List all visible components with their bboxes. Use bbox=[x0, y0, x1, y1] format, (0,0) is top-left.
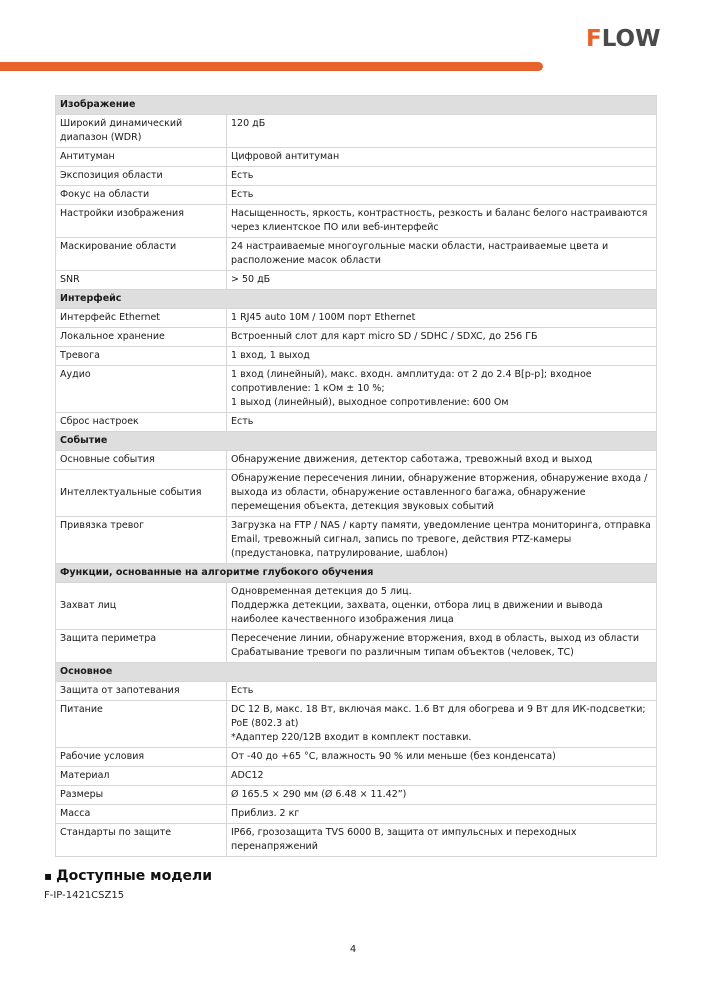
spec-value: Пересечение линии, обнаружение вторжения, вход в область, выход из области Срабатывание тревоги по различным типам объектов (человек, ТС) bbox=[227, 630, 657, 663]
spec-label: Размеры bbox=[56, 786, 227, 805]
spec-row bbox=[56, 682, 657, 701]
spec-label: Аудио bbox=[56, 366, 227, 413]
spec-label: Тревога bbox=[56, 347, 227, 366]
spec-value: IP66, грозозащита TVS 6000 В, защита от импульсных и переходных перенапряжений bbox=[227, 824, 657, 857]
spec-row bbox=[56, 786, 657, 805]
section-title: Основное bbox=[56, 663, 657, 682]
spec-label: Захват лиц bbox=[56, 583, 227, 630]
spec-value: DC 12 В, макс. 18 Вт, включая макс. 1.6 Вт для обогрева и 9 Вт для ИК-подсветки; PoE (802.3 at) *Адаптер 220/12В входит в комплект поставки. bbox=[227, 701, 657, 748]
spec-row bbox=[56, 328, 657, 347]
spec-label: Защита от запотевания bbox=[56, 682, 227, 701]
spec-label: Защита периметра bbox=[56, 630, 227, 663]
spec-label: Основные события bbox=[56, 451, 227, 470]
spec-row bbox=[56, 309, 657, 328]
spec-value: Есть bbox=[227, 413, 657, 432]
spec-row bbox=[56, 470, 657, 517]
spec-value: Цифровой антитуман bbox=[227, 148, 657, 167]
section-header bbox=[56, 564, 657, 583]
spec-value: ADC12 bbox=[227, 767, 657, 786]
spec-row bbox=[56, 366, 657, 413]
spec-row bbox=[56, 205, 657, 238]
spec-value: 120 дБ bbox=[227, 115, 657, 148]
spec-row bbox=[56, 115, 657, 148]
spec-value: Насыщенность, яркость, контрастность, резкость и баланс белого настраиваются через клиентское ПО или веб-интерфейс bbox=[227, 205, 657, 238]
section-header bbox=[56, 96, 657, 115]
spec-label: Материал bbox=[56, 767, 227, 786]
page-number: 4 bbox=[349, 944, 357, 955]
spec-value: Обнаружение пересечения линии, обнаружение вторжения, обнаружение входа / выхода из области, обнаружение оставленного багажа, обнаружение перемещения объекта, детекция звуковых событий bbox=[227, 470, 657, 517]
spec-value: Есть bbox=[227, 682, 657, 701]
spec-value: Встроенный слот для карт micro SD / SDHC / SDXC, до 256 ГБ bbox=[227, 328, 657, 347]
spec-label: Маскирование области bbox=[56, 238, 227, 271]
spec-row bbox=[56, 347, 657, 366]
spec-label: Локальное хранение bbox=[56, 328, 227, 347]
brand-logo bbox=[586, 26, 660, 52]
section-header bbox=[56, 290, 657, 309]
spec-row bbox=[56, 701, 657, 748]
spec-row bbox=[56, 413, 657, 432]
spec-label: SNR bbox=[56, 271, 227, 290]
spec-label: Сброс настроек bbox=[56, 413, 227, 432]
spec-row bbox=[56, 583, 657, 630]
spec-row bbox=[56, 805, 657, 824]
spec-row bbox=[56, 748, 657, 767]
spec-row bbox=[56, 451, 657, 470]
section-title: Изображение bbox=[56, 96, 657, 115]
spec-value: 1 вход (линейный), макс. входн. амплитуда: от 2 до 2.4 В[p-p]; входное сопротивление: 1 кОм ± 10 %; 1 выход (линейный), выходное сопротивление: 600 Ом bbox=[227, 366, 657, 413]
header-accent-bar bbox=[0, 62, 543, 71]
spec-value: Есть bbox=[227, 186, 657, 205]
spec-row bbox=[56, 148, 657, 167]
spec-label: Привязка тревог bbox=[56, 517, 227, 564]
spec-label: Рабочие условия bbox=[56, 748, 227, 767]
spec-label: Интеллектуальные события bbox=[56, 470, 227, 517]
available-models-heading bbox=[44, 868, 212, 884]
spec-row bbox=[56, 238, 657, 271]
model-name: F-IP-1421CSZ15 bbox=[44, 890, 125, 901]
spec-value: Ø 165.5 × 290 мм (Ø 6.48 × 11.42”) bbox=[227, 786, 657, 805]
spec-row bbox=[56, 186, 657, 205]
logo-f: F bbox=[586, 26, 602, 52]
spec-value: Приблиз. 2 кг bbox=[227, 805, 657, 824]
spec-label: Настройки изображения bbox=[56, 205, 227, 238]
spec-row bbox=[56, 271, 657, 290]
spec-label: Питание bbox=[56, 701, 227, 748]
bullet-icon: ▪ bbox=[44, 869, 53, 883]
spec-row bbox=[56, 167, 657, 186]
spec-label: Широкий динамический диапазон (WDR) bbox=[56, 115, 227, 148]
spec-value: > 50 дБ bbox=[227, 271, 657, 290]
spec-label: Фокус на области bbox=[56, 186, 227, 205]
section-title: Интерфейс bbox=[56, 290, 657, 309]
logo-rest: LOW bbox=[601, 26, 661, 52]
spec-row bbox=[56, 824, 657, 857]
spec-label: Экспозиция области bbox=[56, 167, 227, 186]
spec-value: От -40 до +65 °C, влажность 90 % или меньше (без конденсата) bbox=[227, 748, 657, 767]
spec-value: 24 настраиваемые многоугольные маски области, настраиваемые цвета и расположение масок области bbox=[227, 238, 657, 271]
spec-row bbox=[56, 767, 657, 786]
spec-value: Есть bbox=[227, 167, 657, 186]
spec-table bbox=[55, 95, 657, 857]
spec-row bbox=[56, 517, 657, 564]
spec-label: Интерфейс Ethernet bbox=[56, 309, 227, 328]
spec-label: Стандарты по защите bbox=[56, 824, 227, 857]
spec-value: Загрузка на FTP / NAS / карту памяти, уведомление центра мониторинга, отправка Email, тревожный сигнал, запись по тревоге, действия PTZ-камеры (предустановка, патрулирование, шаблон) bbox=[227, 517, 657, 564]
section-title: Событие bbox=[56, 432, 657, 451]
spec-row bbox=[56, 630, 657, 663]
available-models-title: Доступные модели bbox=[56, 868, 213, 884]
spec-value: 1 RJ45 auto 10M / 100M порт Ethernet bbox=[227, 309, 657, 328]
spec-value: Обнаружение движения, детектор саботажа, тревожный вход и выход bbox=[227, 451, 657, 470]
spec-label: Антитуман bbox=[56, 148, 227, 167]
section-title: Функции, основанные на алгоритме глубокого обучения bbox=[56, 564, 657, 583]
spec-label: Масса bbox=[56, 805, 227, 824]
section-header bbox=[56, 663, 657, 682]
section-header bbox=[56, 432, 657, 451]
spec-value: Одновременная детекция до 5 лиц. Поддержка детекции, захвата, оценки, отбора лиц в движении и вывода наиболее качественного изображения лица bbox=[227, 583, 657, 630]
spec-value: 1 вход, 1 выход bbox=[227, 347, 657, 366]
